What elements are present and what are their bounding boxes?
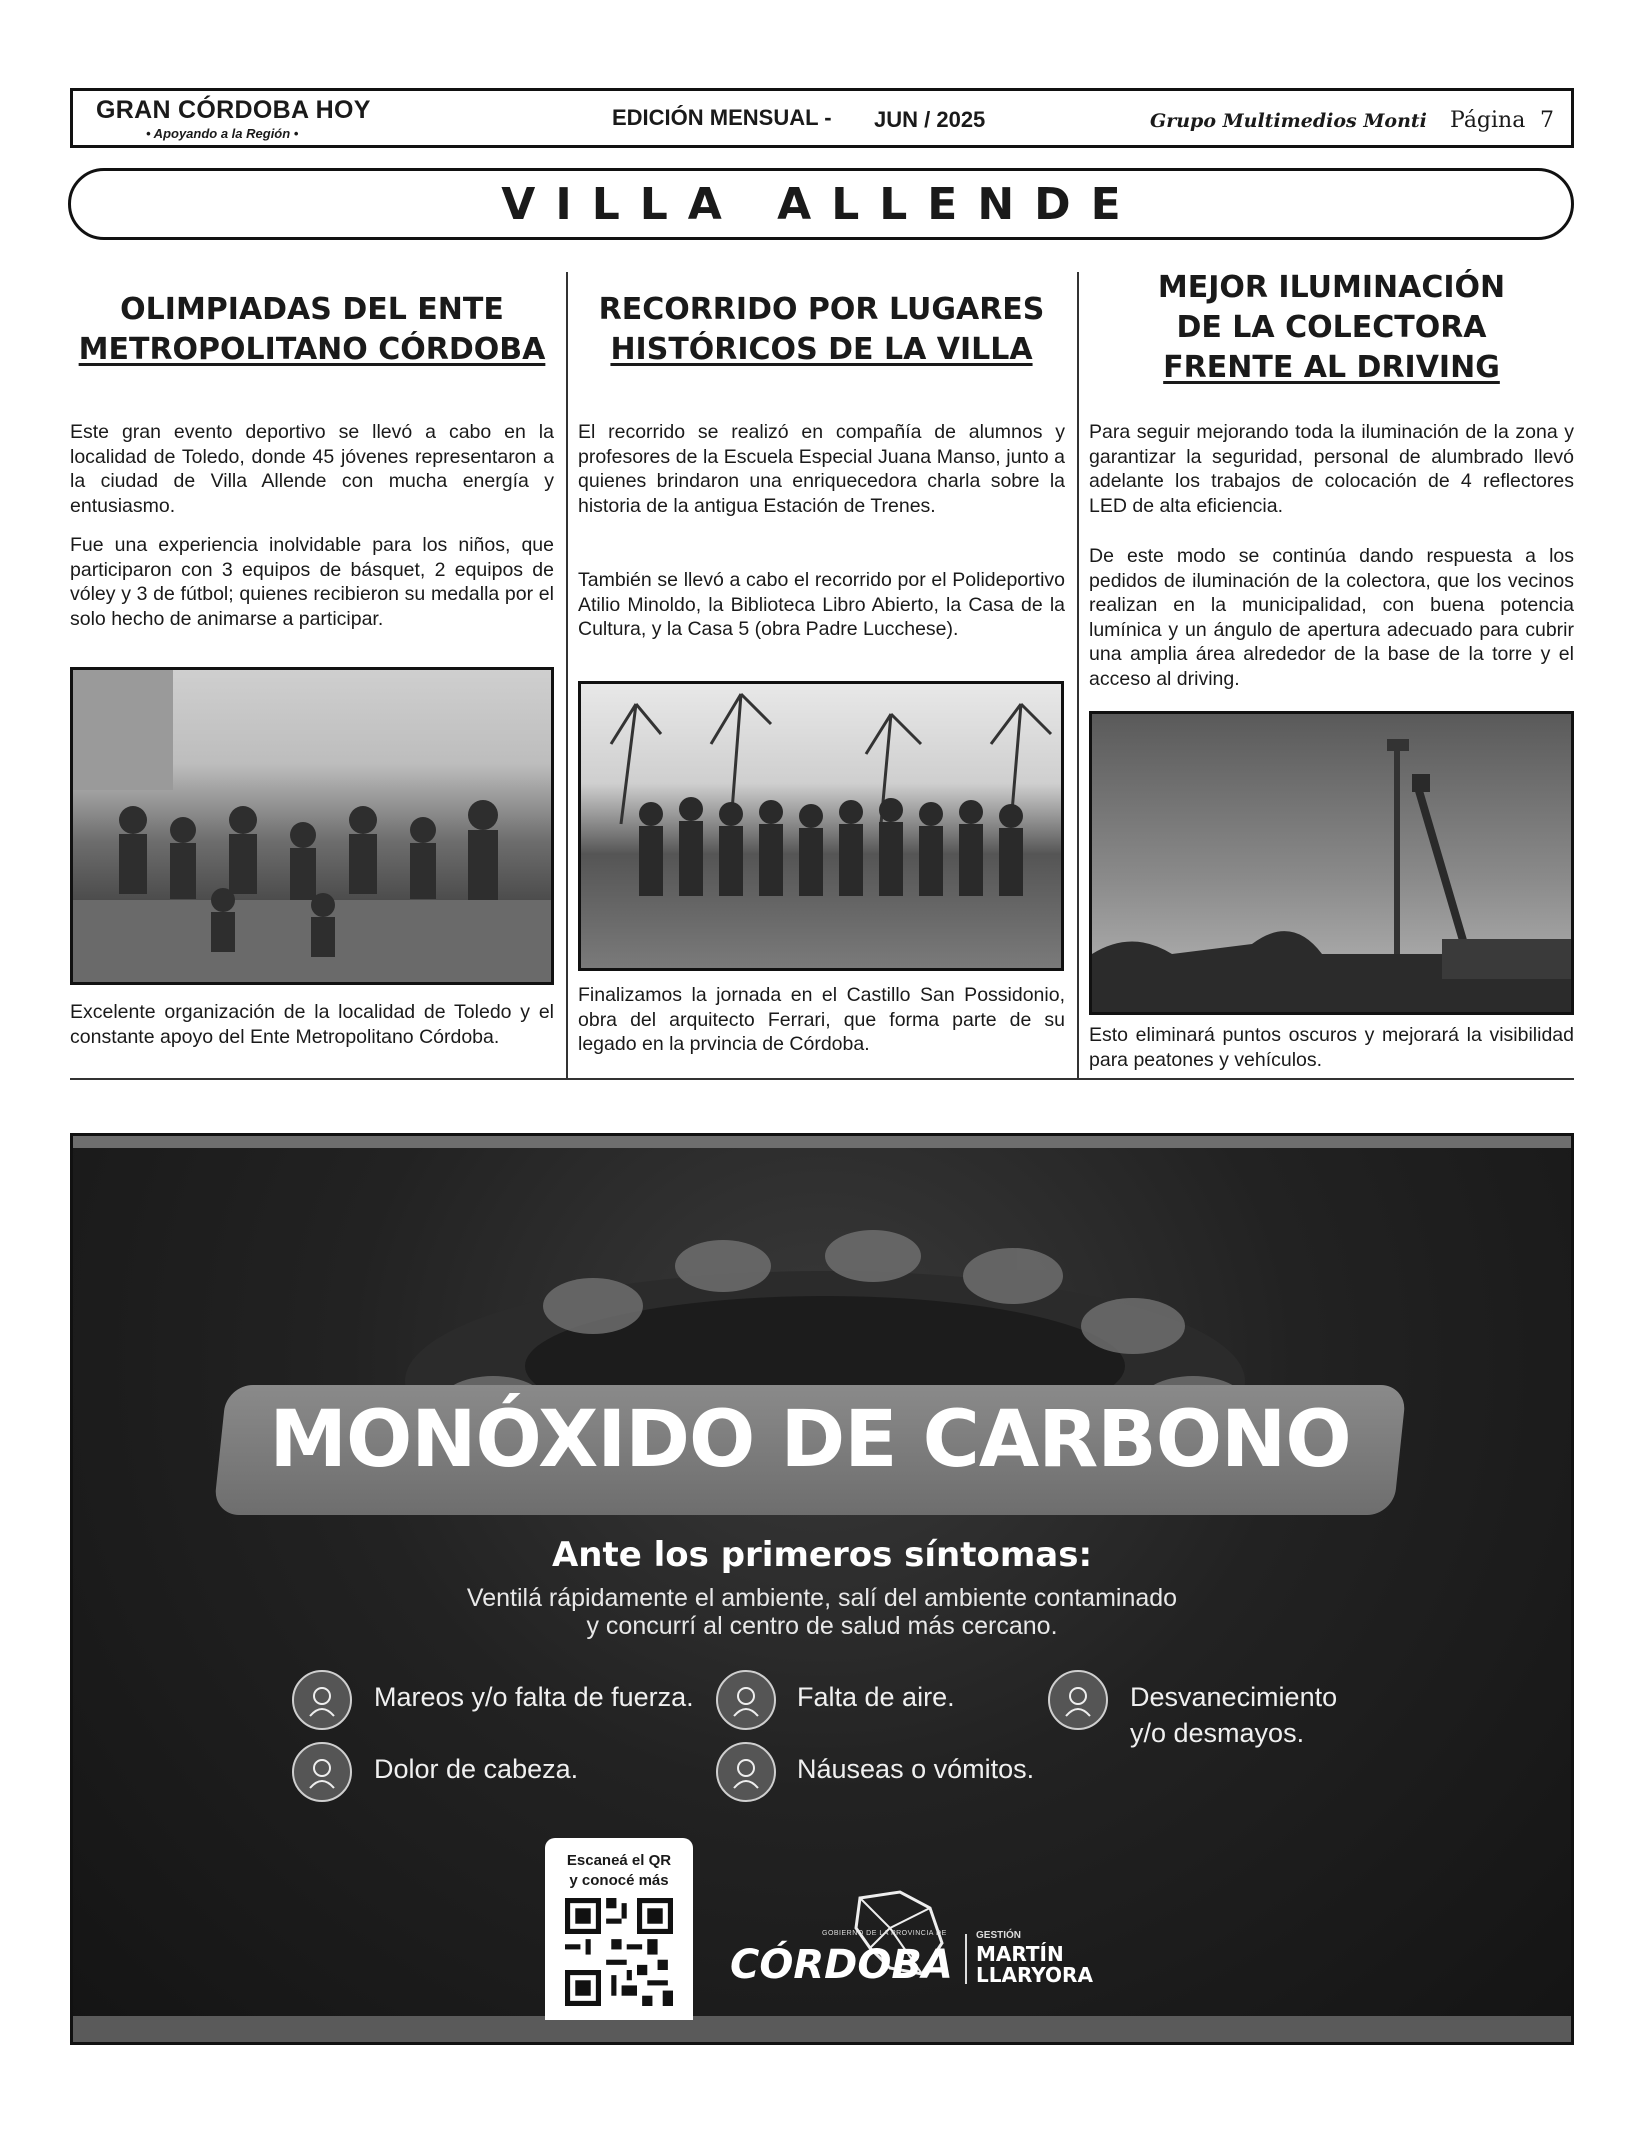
article-paragraph: De este modo se continúa dando respuesta a los pedidos de iluminación de la colectora, que los vecinos realizan en la municipalidad, con buena potencia lumínica y un ángulo de apertura adecuado para cubrir una amplia área alrededor de la base de la torre y el acceso al driving. [1089,545,1574,690]
article-title-iluminacion [1089,268,1574,388]
page-number: 7 [1540,108,1554,133]
symptom-label: Náuseas o vómitos. [797,1754,1035,1784]
qr-code-icon[interactable] [565,1898,673,2006]
article-title-line: OLIMPIADAS DEL ENTE [120,292,504,327]
shortness-of-breath-icon [716,1670,776,1730]
dizzy-person-icon [292,1670,352,1730]
photo-caption: Esto eliminará puntos oscuros y mejorará la visibilidad para peatones y vehículos. [1089,1024,1574,1071]
article-title-line: RECORRIDO POR LUGARES [598,292,1045,327]
section-banner [68,168,1574,240]
gestion-name: LLARYORA [976,1963,1093,1987]
cordoba-logo: CÓRDOBA [730,1942,953,1988]
photo-illustration [581,684,1064,971]
page-label: Página [1450,108,1526,133]
gestion-label: GESTIÓN [976,1930,1022,1941]
logo-divider [965,1934,967,1984]
article-paragraph: También se llevó a cabo el recorrido por el Polideportivo Atilio Minoldo, la Biblioteca Libro Abierto, la Casa de la Cultura, y la Casa 5 (obra Padre Lucchese). [578,569,1065,640]
ad-title: MONÓXIDO DE CARBONO [269,1395,1351,1485]
cordoba-logo-small-text: GOBIERNO DE LA PROVINCIA DE [822,1930,947,1937]
qr-label: y conocé más [569,1872,669,1889]
photo-illustration [1092,714,1574,1015]
nausea-person-icon [716,1742,776,1802]
edition-date: JUN / 2025 [874,107,986,132]
ad-body-line: Ventilá rápidamente el ambiente, salí del ambiente contaminado [466,1584,1178,1612]
photo-light-tower [1089,711,1574,1015]
headache-person-icon [292,1742,352,1802]
article-paragraph: Este gran evento deportivo se llevó a cabo en la localidad de Toledo, donde 45 jóvenes representaron a la ciudad de Villa Allende con mucha energía y entusiasmo. [70,421,554,517]
symptom-label: y/o desmayos. [1130,1718,1305,1748]
article-title-line: MEJOR ILUMINACIÓN [1157,270,1506,305]
qr-label: Escaneá el QR [566,1852,672,1869]
article-title-line: DE LA COLECTORA [1176,310,1487,345]
symptom-label: Falta de aire. [797,1682,955,1712]
edition-label: EDICIÓN MENSUAL - [612,105,832,130]
article-paragraph: El recorrido se realizó en compañía de alumnos y profesores de la Escuela Especial Juana Manso, junto a quienes brindaron una enriquecedora charla sobre la historia de la antigua Estación de Trenes. [578,421,1065,517]
gestion-name: MARTÍN [976,1942,1064,1966]
article-title-recorrido [578,290,1065,370]
publication-name: GRAN CÓRDOBA HOY [96,96,371,124]
media-group: Grupo Multimedios Monti [1150,110,1427,132]
article-title-line: FRENTE AL DRIVING [1163,350,1500,385]
article-title-line: METROPOLITANO CÓRDOBA [78,332,546,367]
ad-body-line: y concurrí al centro de salud más cercano. [586,1612,1058,1640]
articles-bottom-rule [70,1078,1574,1080]
ad-subtitle: Ante los primeros síntomas: [551,1535,1093,1575]
section-title: VILLA ALLENDE [501,178,1141,230]
photo-illustration [73,670,554,985]
photo-group-tour [578,681,1064,971]
article-paragraph: Para seguir mejorando toda la iluminación de la zona y garantizar la seguridad, personal de alumbrado llevó adelante los trabajos de colocación de 4 reflectores LED de alta eficiencia. [1089,421,1574,517]
fainting-person-icon [1048,1670,1108,1730]
article-paragraph: Fue una experiencia inolvidable para los niños, que participaron con 3 equipos de básquet, 2 equipos de vóley y 3 de fútbol; quienes recibieron su medalla por el solo hecho de animarse a participar. [70,534,554,630]
photo-youth-athletes [70,667,554,985]
photo-caption: Excelente organización de la localidad de Toledo y el constante apoyo del Ente Metropolitano Córdoba. [70,1001,554,1048]
column-divider [566,272,568,1080]
symptom-label: Mareos y/o falta de fuerza. [374,1682,694,1712]
column-divider [1077,272,1079,1080]
publication-tagline: • Apoyando a la Región • [146,126,299,141]
article-title-line: HISTÓRICOS DE LA VILLA [610,332,1033,367]
symptom-label: Dolor de cabeza. [374,1754,579,1784]
photo-caption: Finalizamos la jornada en el Castillo San Possidonio, obra del arquitecto Ferrari, que forma parte de su legado en la prvincia de Córdoba. [578,984,1065,1055]
article-title-olimpiadas [70,290,554,370]
symptom-label: Desvanecimiento [1130,1682,1338,1712]
